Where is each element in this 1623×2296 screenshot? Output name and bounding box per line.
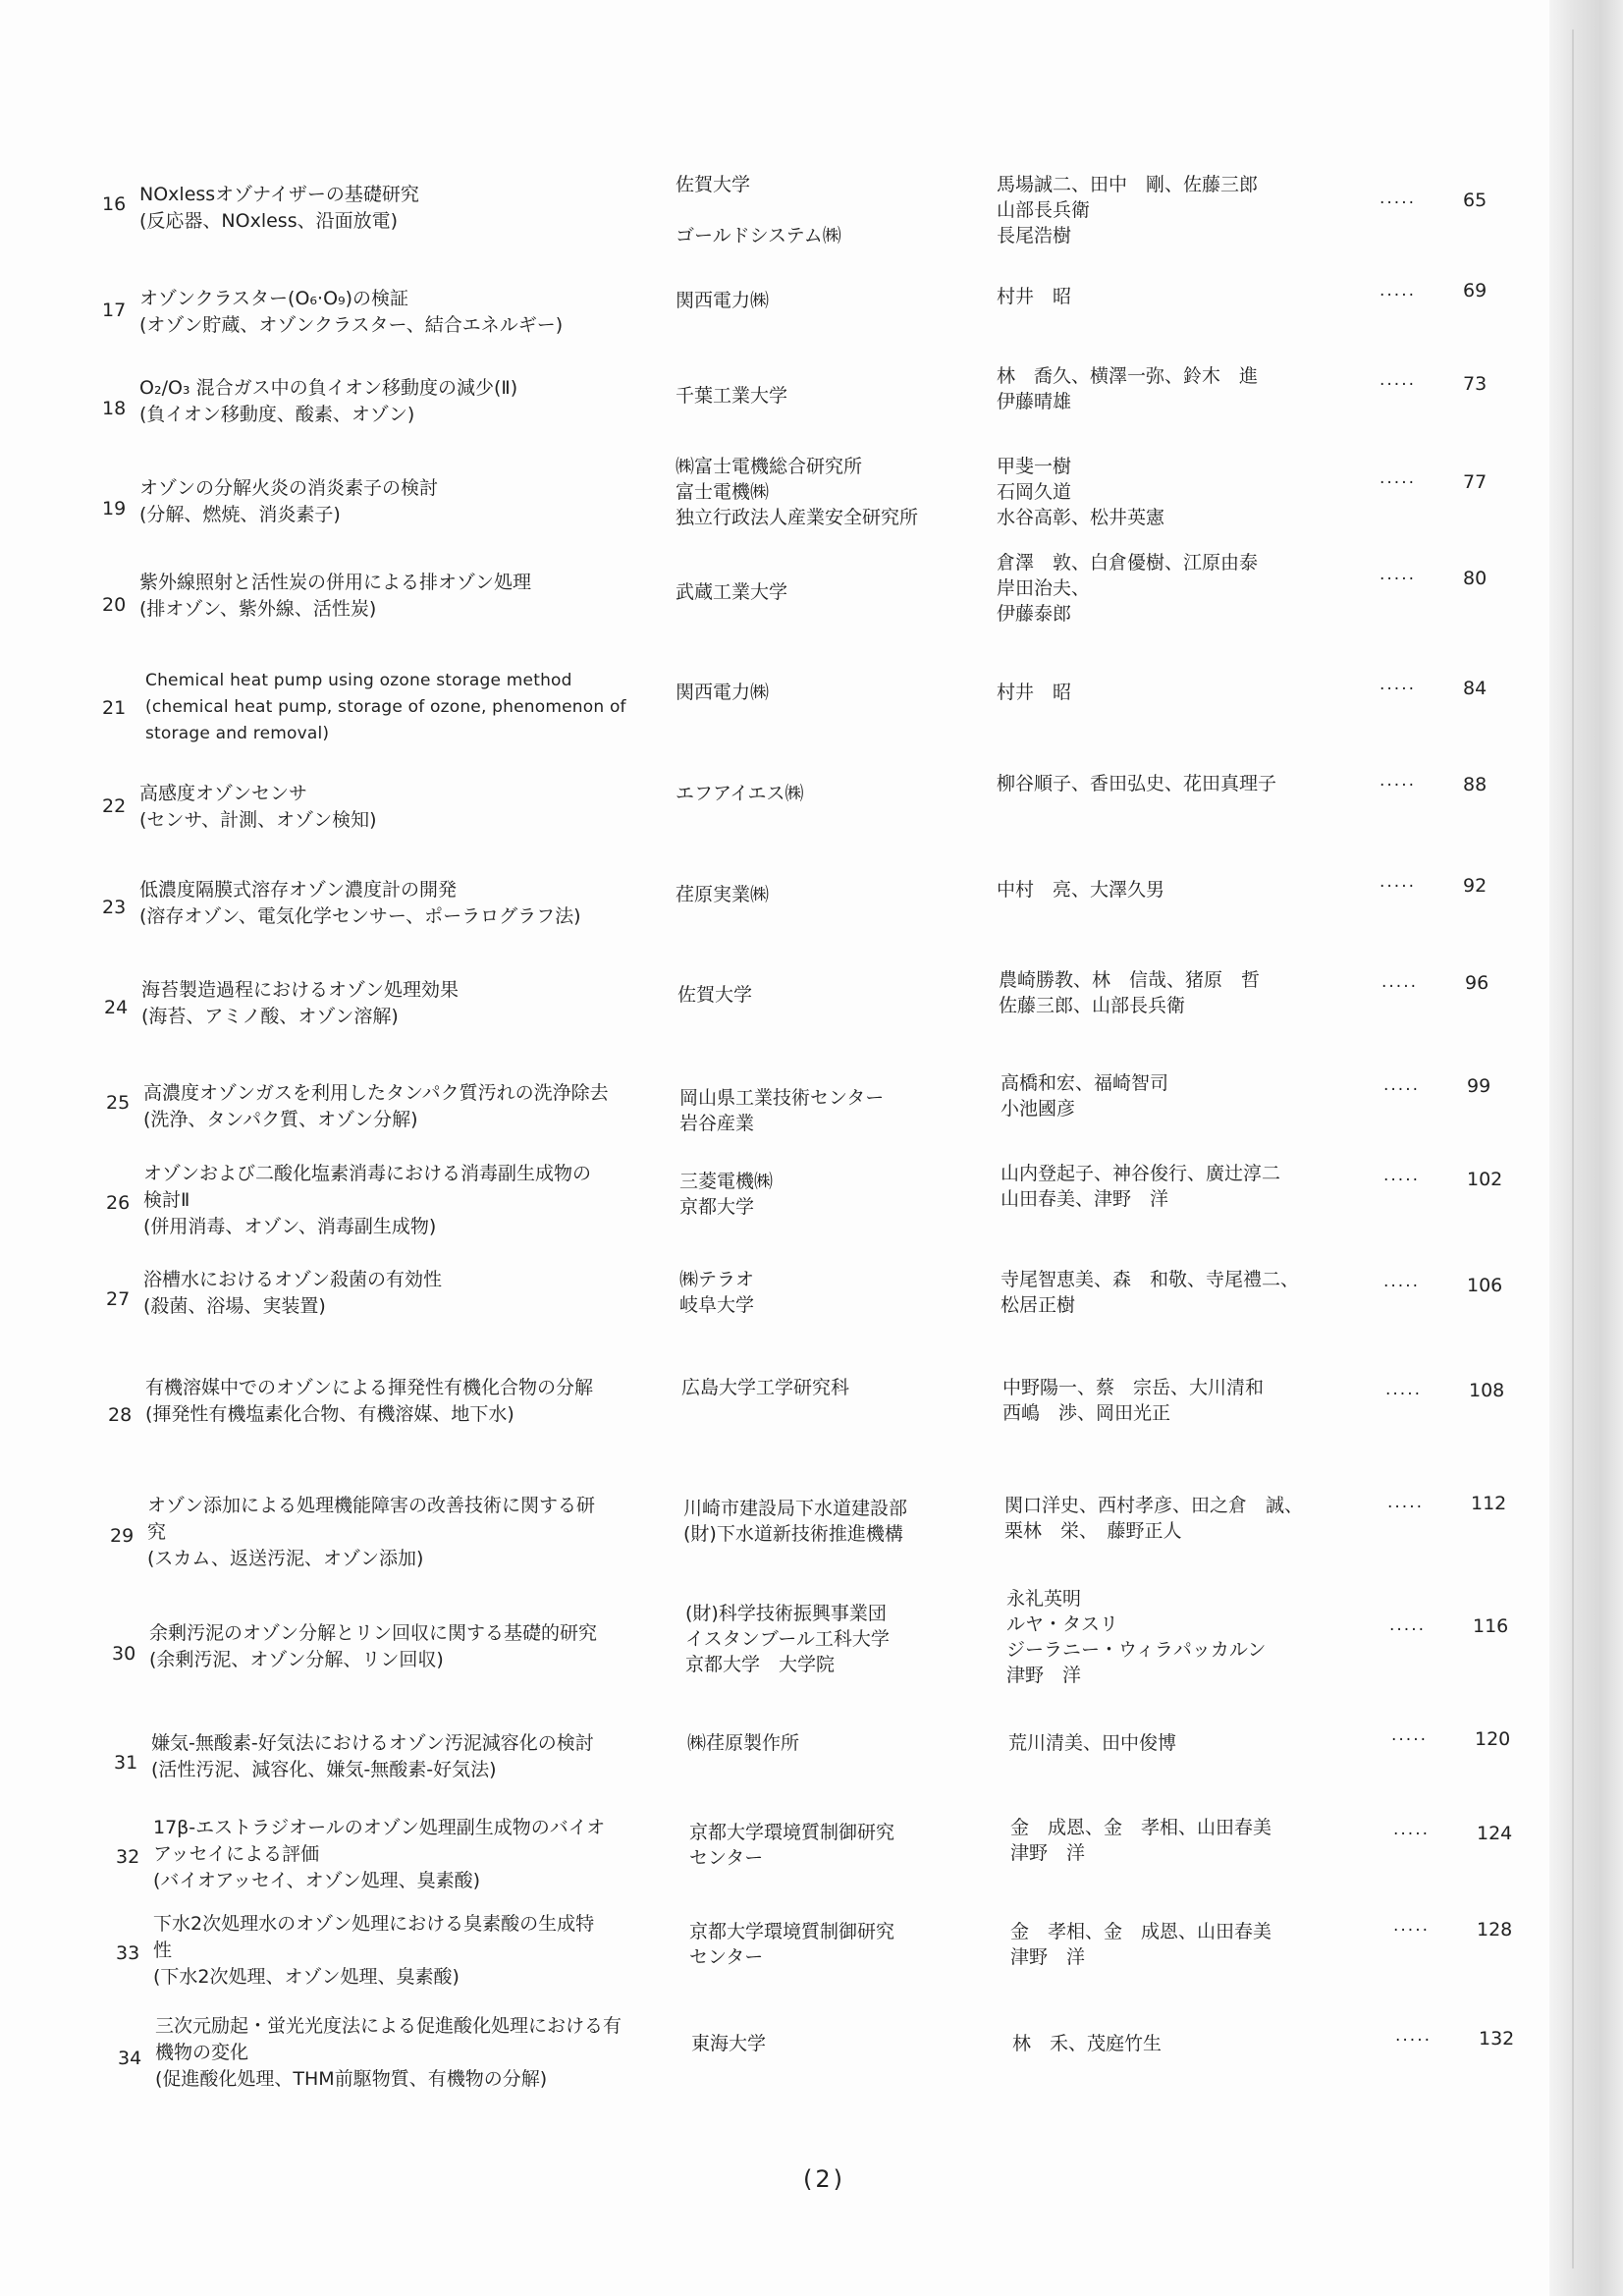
author-line: 津野 洋 — [1006, 1665, 1082, 1686]
entry-title — [139, 182, 670, 235]
entry-affiliation — [676, 454, 1000, 530]
author-line: 村井 昭 — [997, 682, 1072, 703]
affiliation-line: 佐賀大学 — [677, 984, 753, 1006]
leader-dots: ····· — [1380, 776, 1417, 795]
entry-page-number: 99 — [1467, 1075, 1491, 1097]
entry-title-line: (洗浄、タンパク質、オゾン分解) — [143, 1109, 418, 1130]
affiliation-line: イスタンブール工科大学 — [685, 1628, 890, 1650]
affiliation-line: 関西電力㈱ — [676, 682, 770, 703]
entry-number: 20 — [102, 594, 127, 616]
affiliation-line: ゴールドシステム㈱ — [676, 225, 841, 246]
entry-authors — [1010, 1815, 1344, 1866]
author-line: 金 孝相、金 成恩、山田春美 — [1010, 1921, 1272, 1942]
entry-title-line: O₂/O₃ 混合ガス中の負イオン移動度の減少(Ⅱ) — [139, 377, 518, 399]
affiliation-line: 岡山県工業技術センター — [679, 1087, 885, 1109]
entry-title — [139, 781, 670, 834]
entry-number: 26 — [106, 1192, 131, 1214]
entry-title-line: 余剰汚泥のオゾン分解とリン回収に関する基礎的研究 — [149, 1622, 598, 1644]
entry-title-line: (chemical heat pump, storage of ozone, phenomenon of — [145, 697, 626, 717]
entry-title-line: (殺菌、浴場、実装置) — [143, 1295, 326, 1317]
entry-authors — [997, 550, 1330, 627]
entry-title-line: 高濃度オゾンガスを利用したタンパク質汚れの洗浄除去 — [143, 1082, 609, 1104]
entry-title — [139, 570, 670, 623]
entry-title-line: storage and removal) — [145, 724, 330, 743]
entry-title-line: (活性汚泥、減容化、嫌気-無酸素-好気法) — [151, 1759, 497, 1780]
entry-title-line: 浴槽水におけるオゾン殺菌の有効性 — [143, 1269, 443, 1290]
entry-authors — [1006, 1586, 1340, 1688]
leader-dots: ····· — [1381, 977, 1419, 997]
entry-title — [145, 668, 676, 747]
entry-title-line: (併用消毒、オゾン、消毒副生成物) — [143, 1216, 437, 1237]
entry-title — [147, 1493, 677, 1572]
entry-affiliation — [676, 680, 1000, 705]
entry-authors — [997, 454, 1330, 530]
entry-number: 22 — [102, 795, 127, 817]
affiliation-line: 東海大学 — [691, 2033, 767, 2054]
entry-authors — [1004, 1493, 1338, 1544]
affiliation-line: 独立行政法人産業安全研究所 — [676, 507, 919, 528]
entry-title — [155, 2013, 685, 2093]
entry-title-line: (オゾン貯蔵、オゾンクラスター、結合エネルギー) — [139, 314, 564, 336]
entry-authors — [997, 363, 1330, 414]
author-line: 山部長兵衛 — [997, 199, 1091, 221]
author-line: 津野 洋 — [1010, 1842, 1086, 1864]
affiliation-line: (財)科学技術振興事業団 — [685, 1603, 887, 1624]
author-line: 西嶋 渉、岡田光正 — [1002, 1402, 1171, 1424]
entry-authors — [1001, 1161, 1334, 1212]
entry-page-number: 77 — [1463, 471, 1488, 493]
entry-title-line: 検討Ⅱ — [143, 1189, 190, 1211]
entry-title — [139, 877, 670, 930]
entry-title-line: Chemical heat pump using ozone storage method — [145, 671, 572, 690]
entry-title-line: (分解、燃焼、消炎素子) — [139, 504, 341, 525]
leader-dots: ····· — [1387, 1498, 1425, 1517]
entry-page-number: 112 — [1471, 1493, 1507, 1514]
entry-number: 23 — [102, 897, 127, 918]
entry-number: 31 — [114, 1752, 138, 1774]
author-line: 伊藤泰郎 — [997, 603, 1072, 625]
entry-affiliation — [691, 2031, 1015, 2056]
entry-title-line: 三次元励起・蛍光光度法による促進酸化処理における有 — [155, 2015, 622, 2037]
entry-title-line: (スカム、返送汚泥、オゾン添加) — [147, 1548, 424, 1569]
entry-title — [143, 1080, 674, 1133]
entry-number: 25 — [106, 1092, 131, 1114]
affiliation-line: ㈱荏原製作所 — [687, 1732, 800, 1754]
entry-page-number: 69 — [1463, 280, 1488, 301]
leader-dots: ····· — [1380, 877, 1417, 897]
entry-title-line: オゾンクラスター(O₆·O₉)の検証 — [139, 288, 409, 309]
entry-authors — [997, 877, 1330, 902]
entry-authors — [997, 284, 1330, 309]
entry-title-line: 機物の変化 — [155, 2042, 249, 2063]
affiliation-line: 岐阜大学 — [679, 1294, 755, 1316]
affiliation-line: センター — [689, 1946, 764, 1968]
affiliation-line: (財)下水道新技術推進機構 — [683, 1523, 903, 1545]
entry-title-line: 紫外線照射と活性炭の併用による排オゾン処理 — [139, 572, 532, 593]
entry-affiliation — [677, 982, 1001, 1008]
author-line: 松居正樹 — [1001, 1294, 1076, 1316]
entry-affiliation — [676, 172, 1000, 248]
author-line: 甲斐一樹 — [997, 456, 1072, 477]
entry-page-number: 128 — [1477, 1919, 1513, 1941]
author-line: 石岡久道 — [997, 481, 1072, 503]
entry-page-number: 106 — [1467, 1275, 1503, 1296]
entry-title — [139, 286, 670, 339]
entry-authors — [1001, 1070, 1334, 1121]
author-line: 農崎勝教、林 信哉、猪原 哲 — [999, 969, 1261, 991]
author-line: ジーラニー・ウィラパッカルン — [1006, 1639, 1267, 1661]
leader-dots: ····· — [1393, 1921, 1431, 1941]
entry-title — [141, 977, 672, 1030]
entry-title — [145, 1375, 676, 1428]
entry-page-number: 132 — [1479, 2028, 1515, 2050]
author-line: 津野 洋 — [1010, 1946, 1086, 1968]
author-line: 荒川清美、田中俊博 — [1008, 1732, 1177, 1754]
affiliation-line: 関西電力㈱ — [676, 290, 770, 311]
affiliation-line: 京都大学 大学院 — [685, 1654, 836, 1675]
entry-page-number: 84 — [1463, 678, 1488, 699]
author-line: 村井 昭 — [997, 286, 1072, 307]
entry-number: 24 — [104, 997, 129, 1018]
entry-title-line: 低濃度隔膜式溶存オゾン濃度計の開発 — [139, 879, 458, 901]
entry-affiliation — [676, 383, 1000, 409]
leader-dots: ····· — [1389, 1620, 1427, 1640]
entry-affiliation — [676, 288, 1000, 313]
entry-page-number: 92 — [1463, 875, 1488, 897]
entry-title-line: 有機溶媒中でのオゾンによる揮発性有機化合物の分解 — [145, 1377, 594, 1398]
entry-authors — [1010, 1919, 1344, 1970]
leader-dots: ····· — [1380, 680, 1417, 699]
author-line: 長尾浩樹 — [997, 225, 1072, 246]
entry-affiliation — [683, 1496, 1007, 1547]
entry-title — [151, 1730, 681, 1783]
entry-title-line: 嫌気-無酸素-好気法におけるオゾン汚泥減容化の検討 — [151, 1732, 594, 1754]
entry-number: 17 — [102, 300, 127, 321]
leader-dots: ····· — [1380, 286, 1417, 305]
author-line: 寺尾智恵美、森 和敬、寺尾禮二、 — [1001, 1269, 1300, 1290]
leader-dots: ····· — [1385, 1385, 1423, 1404]
page-number-footer: (2) — [803, 2165, 845, 2193]
author-line: ルヤ・タスリ — [1006, 1613, 1119, 1635]
entry-title-line: 究 — [147, 1521, 167, 1543]
author-line: 柳谷順子、香田弘史、花田真理子 — [997, 773, 1277, 794]
leader-dots: ····· — [1380, 193, 1417, 213]
author-line: 水谷高彰、松井英憲 — [997, 507, 1165, 528]
leader-dots: ····· — [1380, 570, 1417, 589]
entry-page-number: 124 — [1477, 1823, 1513, 1844]
entry-title-line: (排オゾン、紫外線、活性炭) — [139, 598, 377, 620]
entry-affiliation — [679, 1085, 1003, 1136]
leader-dots: ····· — [1383, 1277, 1421, 1296]
entry-page-number: 80 — [1463, 568, 1488, 589]
entry-authors — [1001, 1267, 1334, 1318]
affiliation-line: 京都大学環境質制御研究 — [689, 1822, 895, 1843]
affiliation-line — [676, 197, 1000, 223]
entry-affiliation — [676, 781, 1000, 806]
author-line: 栗林 栄、 藤野正人 — [1004, 1520, 1182, 1542]
entry-number: 16 — [102, 193, 127, 215]
entry-title-line: アッセイによる評価 — [153, 1843, 320, 1865]
affiliation-line: 富士電機㈱ — [676, 481, 770, 503]
affiliation-line: センター — [689, 1847, 764, 1869]
entry-title-line: (反応器、NOxless、沿面放電) — [139, 210, 399, 232]
entry-authors — [997, 172, 1330, 248]
entry-authors — [997, 771, 1330, 796]
entry-authors — [1008, 1730, 1342, 1756]
affiliation-line: 広島大学工学研究科 — [681, 1377, 850, 1398]
affiliation-line: 京都大学環境質制御研究 — [689, 1921, 895, 1942]
entry-affiliation — [687, 1730, 1011, 1756]
leader-dots: ····· — [1391, 1730, 1429, 1750]
entry-affiliation — [681, 1375, 1005, 1400]
entry-title — [139, 475, 670, 528]
affiliation-line: 佐賀大学 — [676, 174, 751, 195]
entry-number: 30 — [112, 1643, 136, 1665]
entry-number: 32 — [116, 1846, 140, 1868]
entry-title-line: (促進酸化処理、THM前駆物質、有機物の分解) — [155, 2068, 548, 2090]
leader-dots: ····· — [1380, 473, 1417, 493]
entry-title — [143, 1161, 674, 1240]
affiliation-line: 三菱電機㈱ — [679, 1171, 774, 1192]
entry-title-line: 性 — [153, 1940, 173, 1961]
affiliation-line: 川崎市建設局下水道建設部 — [683, 1498, 908, 1519]
leader-dots: ····· — [1383, 1171, 1421, 1190]
entry-title-line: (センサ、計測、オゾン検知) — [139, 809, 377, 831]
entry-page-number: 120 — [1475, 1728, 1511, 1750]
entry-affiliation — [685, 1601, 1009, 1677]
entry-number: 33 — [116, 1942, 140, 1964]
entry-number: 29 — [110, 1525, 135, 1547]
author-line: 佐藤三郎、山部長兵衛 — [999, 995, 1186, 1016]
entry-title — [139, 375, 670, 428]
author-line: 倉澤 敦、白倉優樹、江原由泰 — [997, 552, 1259, 574]
entry-page-number: 102 — [1467, 1169, 1503, 1190]
entry-title — [153, 1911, 683, 1991]
affiliation-line: エフアイエス㈱ — [676, 783, 804, 804]
author-line: 金 成恩、金 孝相、山田春美 — [1010, 1817, 1272, 1838]
entry-title-line: オゾンの分解火炎の消炎素子の検討 — [139, 477, 439, 499]
entry-title-line: 海苔製造過程におけるオゾン処理効果 — [141, 979, 460, 1001]
entry-title-line: 高感度オゾンセンサ — [139, 783, 308, 804]
entry-affiliation — [679, 1267, 1003, 1318]
leader-dots: ····· — [1383, 1080, 1421, 1100]
entry-title-line: (バイオアッセイ、オゾン処理、臭素酸) — [153, 1870, 481, 1891]
entry-title — [143, 1267, 674, 1320]
entry-title-line: (下水2次処理、オゾン処理、臭素酸) — [153, 1966, 460, 1988]
affiliation-line: 武蔵工業大学 — [676, 581, 788, 603]
entry-number: 28 — [108, 1404, 133, 1426]
entry-title-line: 17β-エストラジオールのオゾン処理副生成物のバイオ — [153, 1817, 606, 1838]
author-line: 馬場誠二、田中 剛、佐藤三郎 — [997, 174, 1259, 195]
entry-affiliation — [689, 1919, 1013, 1970]
entry-authors — [1002, 1375, 1336, 1426]
entry-affiliation — [676, 579, 1000, 605]
author-line: 小池國彦 — [1001, 1098, 1076, 1120]
author-line: 山田春美、津野 洋 — [1001, 1188, 1169, 1210]
entry-number: 21 — [102, 697, 127, 719]
entry-number: 27 — [106, 1288, 131, 1310]
entry-page-number: 73 — [1463, 373, 1488, 395]
author-line: 永礼英明 — [1006, 1588, 1082, 1610]
author-line: 林 喬久、横澤一弥、鈴木 進 — [997, 365, 1259, 387]
entry-number: 34 — [118, 2048, 142, 2069]
entry-authors — [1012, 2031, 1346, 2056]
entry-affiliation — [689, 1820, 1013, 1871]
author-line: 中野陽一、蔡 宗岳、大川清和 — [1002, 1377, 1265, 1398]
entry-title-line: 下水2次処理水のオゾン処理における臭素酸の生成特 — [153, 1913, 595, 1935]
leader-dots: ····· — [1380, 375, 1417, 395]
leader-dots: ····· — [1393, 1825, 1431, 1844]
affiliation-line: ㈱テラオ — [679, 1269, 755, 1290]
scan-edge-shadow — [1549, 0, 1623, 2296]
entry-title — [153, 1815, 683, 1894]
author-line: 関口洋史、西村孝彦、田之倉 誠、 — [1004, 1495, 1304, 1516]
author-line: 伊藤晴雄 — [997, 391, 1072, 412]
entry-title-line: (溶存オゾン、電気化学センサー、ポーラログラフ法) — [139, 905, 581, 927]
entry-title-line: NOxlessオゾナイザーの基礎研究 — [139, 184, 419, 205]
entry-page-number: 116 — [1473, 1615, 1509, 1637]
entry-page-number: 88 — [1463, 774, 1488, 795]
entry-affiliation — [679, 1169, 1003, 1220]
affiliation-line: 京都大学 — [679, 1196, 755, 1218]
entry-title-line: (余剰汚泥、オゾン分解、リン回収) — [149, 1649, 444, 1670]
entry-authors — [999, 967, 1332, 1018]
entry-authors — [997, 680, 1330, 705]
leader-dots: ····· — [1395, 2031, 1433, 2050]
entry-page-number: 96 — [1465, 972, 1489, 994]
affiliation-line: 千葉工業大学 — [676, 385, 788, 407]
entry-page-number: 65 — [1463, 190, 1488, 211]
author-line: 高橋和宏、福崎智司 — [1001, 1072, 1169, 1094]
affiliation-line: 岩谷産業 — [679, 1113, 755, 1134]
entry-number: 19 — [102, 498, 127, 519]
entry-title-line: オゾン添加による処理機能障害の改善技術に関する研 — [147, 1495, 596, 1516]
affiliation-line: 荏原実業㈱ — [676, 884, 770, 905]
entry-title-line: (海苔、アミノ酸、オゾン溶解) — [141, 1006, 399, 1027]
entry-title — [149, 1620, 679, 1673]
author-line: 岸田治夫、 — [997, 577, 1091, 599]
entry-title-line: オゾンおよび二酸化塩素消毒における消毒副生成物の — [143, 1163, 592, 1184]
entry-title-line: (揮発性有機塩素化合物、有機溶媒、地下水) — [145, 1403, 514, 1425]
entry-page-number: 108 — [1469, 1380, 1505, 1401]
entry-number: 18 — [102, 398, 127, 419]
scan-edge-line — [1572, 29, 1574, 2269]
author-line: 中村 亮、大澤久男 — [997, 879, 1165, 901]
entry-affiliation — [676, 882, 1000, 907]
author-line: 山内登起子、神谷俊行、廣辻淳二 — [1001, 1163, 1281, 1184]
author-line: 林 禾、茂庭竹生 — [1012, 2033, 1163, 2054]
affiliation-line: ㈱富士電機総合研究所 — [676, 456, 863, 477]
entry-title-line: (負イオン移動度、酸素、オゾン) — [139, 404, 415, 425]
